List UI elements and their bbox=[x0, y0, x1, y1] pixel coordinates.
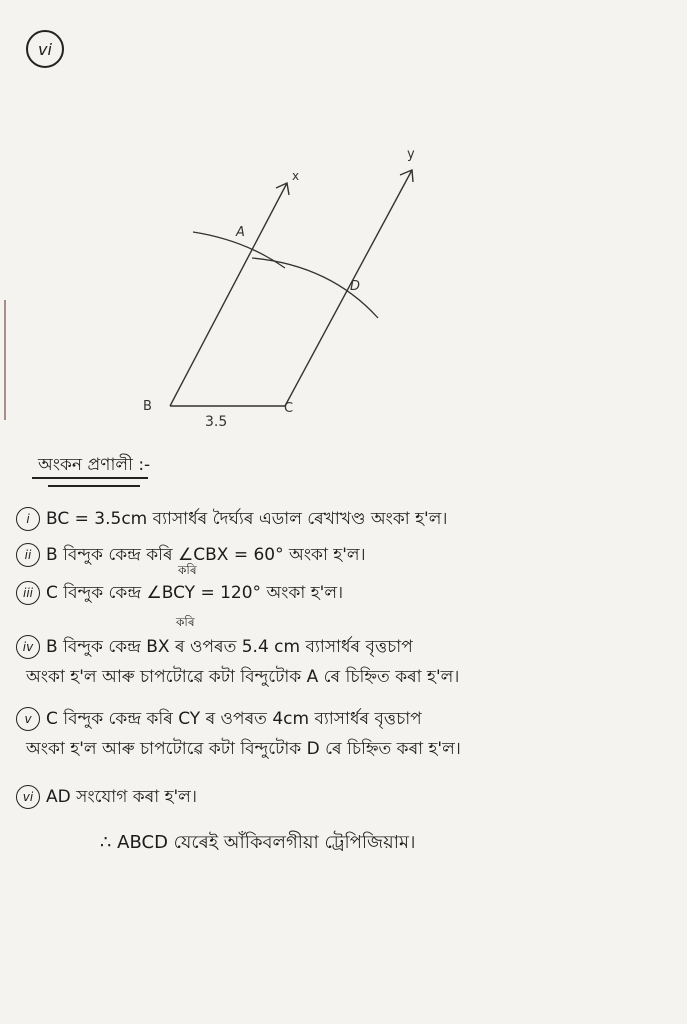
step-4-insertion: কৰি bbox=[176, 615, 195, 629]
step-3 bbox=[16, 578, 676, 608]
label-d: D bbox=[350, 279, 361, 294]
label-y: y bbox=[407, 147, 415, 162]
arrow-x bbox=[276, 183, 289, 195]
step-text: BC = 3.5cm ব্যাসাৰ্ধৰ দৈৰ্ঘ্যৰ এডাল ৰেখাখণ্ড অংকা হ'ল। bbox=[46, 509, 448, 529]
label-c: C bbox=[284, 401, 294, 416]
step-number: vi bbox=[16, 785, 40, 809]
label-b: B bbox=[143, 399, 152, 414]
step-text: B বিন্দুক কেন্দ্ৰ কৰি ∠CBX = 60° অংকা হ'ল। bbox=[46, 545, 366, 565]
step-6 bbox=[16, 782, 676, 812]
step-5 bbox=[16, 704, 676, 734]
step-5-continuation: অংকা হ'ল আৰু চাপটোৱে কটা বিন্দুটোক D ৰে চিহ্নিত কৰা হ'ল। bbox=[26, 739, 461, 759]
label-bc-length: 3.5 bbox=[205, 414, 228, 430]
ray-bx bbox=[170, 183, 287, 406]
step-3-insertion: কৰি bbox=[178, 563, 197, 577]
conclusion: ∴ ABCD যেৰেই আঁকিবলগীয়া ট্ৰেপিজিয়াম। bbox=[100, 832, 416, 853]
construction-heading: অংকন প্ৰণালী :- bbox=[38, 455, 151, 475]
step-number: v bbox=[16, 707, 40, 731]
step-text: C বিন্দুক কেন্দ্ৰ ∠BCY = 120° অংকা হ'ল। bbox=[46, 583, 344, 603]
step-number: ii bbox=[16, 543, 40, 567]
heading-underline-2 bbox=[48, 485, 140, 487]
step-number: iv bbox=[16, 635, 40, 659]
badge-label: vi bbox=[38, 39, 52, 59]
heading-underline bbox=[32, 477, 148, 479]
step-number: iii bbox=[16, 581, 40, 605]
step-1 bbox=[16, 504, 676, 534]
label-a: A bbox=[236, 225, 245, 240]
step-4-continuation: অংকা হ'ল আৰু চাপটোৱে কটা বিন্দুটোক A ৰে চিহ্নিত কৰা হ'ল। bbox=[26, 667, 460, 687]
geometry-figure bbox=[0, 0, 687, 460]
ray-cy bbox=[285, 170, 412, 406]
step-number: i bbox=[16, 507, 40, 531]
step-text: AD সংযোগ কৰা হ'ল। bbox=[46, 787, 197, 807]
step-2 bbox=[16, 540, 676, 570]
step-text: B বিন্দুক কেন্দ্ৰ BX ৰ ওপৰত 5.4 cm ব্যাসাৰ্ধৰ বৃত্তচাপ bbox=[46, 637, 413, 657]
label-x: x bbox=[292, 169, 300, 183]
step-text: C বিন্দুক কেন্দ্ৰ কৰি CY ৰ ওপৰত 4cm ব্যাসাৰ্ধৰ বৃত্তচাপ bbox=[46, 709, 422, 729]
step-4 bbox=[16, 632, 676, 662]
